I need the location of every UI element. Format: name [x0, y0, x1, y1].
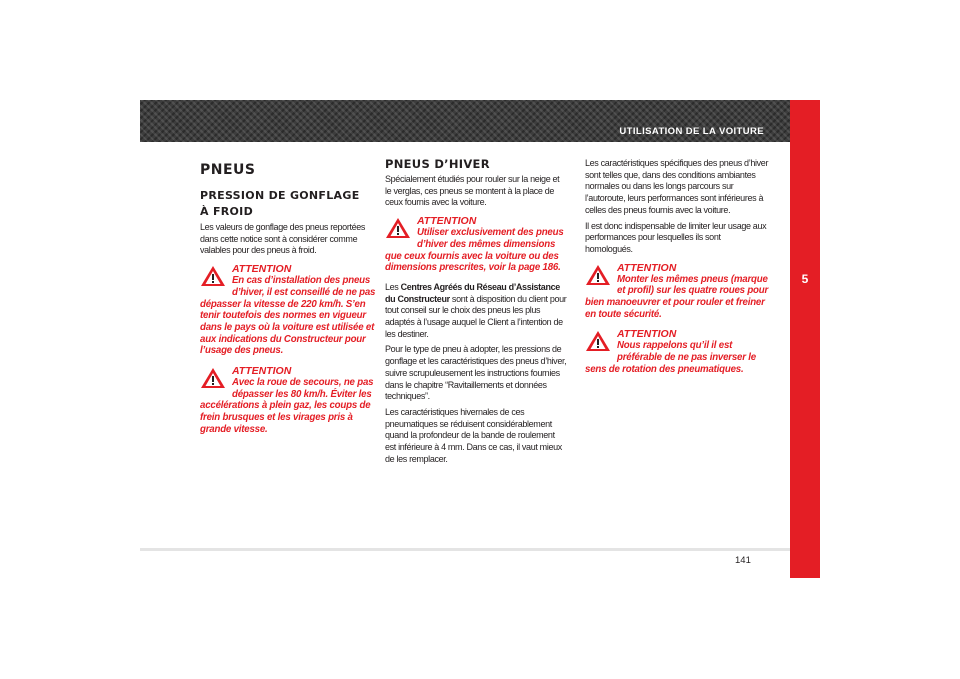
warning-block [200, 263, 380, 357]
warning-block [585, 328, 770, 375]
intro-paragraph: Spécialement étudiés pour rouler sur la neige et le verglas, ces pneus se montent à la place de ceux fournis avec la voiture. [385, 174, 560, 208]
paragraph: Les caractéristiques hivernales de ces pneumatiques se réduisent considérablement quand la profondeur de la bande de roulement est inférieure à 4 mm. Dans ce cas, il vaut mieux de les remplacer. [385, 406, 562, 464]
column-3 [585, 158, 770, 384]
header-band [140, 100, 790, 142]
warning-triangle-icon [200, 367, 226, 389]
warning-block [385, 215, 567, 274]
warning-triangle-icon [585, 330, 611, 352]
chapter-number: 5 [801, 272, 809, 286]
paragraph [385, 282, 567, 341]
warning-triangle-icon [385, 217, 411, 239]
warning-title: ATTENTION [617, 261, 677, 274]
warning-title: ATTENTION [232, 365, 292, 378]
page-number: 141 [735, 555, 751, 566]
column-2 [385, 158, 567, 469]
warning-title: ATTENTION [617, 328, 677, 341]
paragraph: Les caractéristiques spécifiques des pneus d’hiver sont telles que, dans des conditions ambiantes normales ou dans les longs parcours sur l’autoroute, leurs performances sont inférieures à celles des pneus fournis avec la voiture. [585, 158, 769, 215]
warning-text: Nous rappelons qu’il il est préférable de ne pas inverser le sens de rotation des pneumatiques. [585, 340, 756, 375]
section-heading: PNEUS D’HIVER [385, 157, 490, 171]
intro-paragraph: Les valeurs de gonflage des pneus reportées dans cette notice sont à considérer comme valables pour des pneus à froid. [200, 222, 366, 256]
warning-text: Utiliser exclusivement des pneus d’hiver des mêmes dimensions que ceux fournis avec la voiture ou des dimensions prescrites, voir la page 186. [385, 227, 564, 274]
warning-block [200, 365, 380, 436]
warning-triangle-icon [200, 265, 226, 287]
chapter-tab [790, 100, 820, 578]
warning-text: En cas d’installation des pneus d’hiver, il est conseillé de ne pas dépasser la vitesse de 220 km/h. S’en tenir toutefois des normes en vigueur dans le pays où la voiture est utilisée et aux indications du Constructeur pour l’usage des pneus. [200, 275, 376, 357]
subtitle-line-1: PRESSION DE GONFLAGE [200, 189, 360, 202]
text-run: sont à disposition du client pour tout conseil sur le choix des pneus les plus adaptés à l’usage auquel le Client a l’intention de les destiner. [385, 293, 567, 339]
warning-text: Avec la roue de secours, ne pas dépasser les 80 km/h. Éviter les accélérations à plein gaz, les coups de frein brusques et les virages pris à grande vitesse. [200, 377, 374, 435]
warning-text: Monter les mêmes pneus (marque et profil) sur les quatre roues pour bien manoeuvrer et pour rouler et freiner en toute sécurité. [585, 273, 769, 320]
section-title: UTILISATION DE LA VOITURE [619, 126, 764, 137]
warning-triangle-icon [585, 264, 611, 286]
warning-title: ATTENTION [232, 263, 292, 276]
warning-title: ATTENTION [417, 215, 477, 228]
warning-block [585, 262, 770, 321]
column-1 [200, 158, 380, 444]
paragraph: Pour le type de pneu à adopter, les pressions de gonflage et les caractéristiques des pneus d’hiver, suivre scrupuleusement les instructions fournies dans le chapitre “Ravitaillements et données techniques”. [385, 344, 567, 402]
text-run: Les [385, 281, 401, 292]
subtitle-line-2: À FROID [200, 205, 254, 218]
paragraph: Il est donc indispensable de limiter leur usage aux performances pour lesquelles ils sont homologués. [585, 220, 767, 254]
page-title: PNEUS [200, 162, 256, 178]
strong-text: Centres Agréés du Réseau d’Assistance du Constructeur [385, 281, 560, 304]
footer-rule [140, 548, 790, 551]
